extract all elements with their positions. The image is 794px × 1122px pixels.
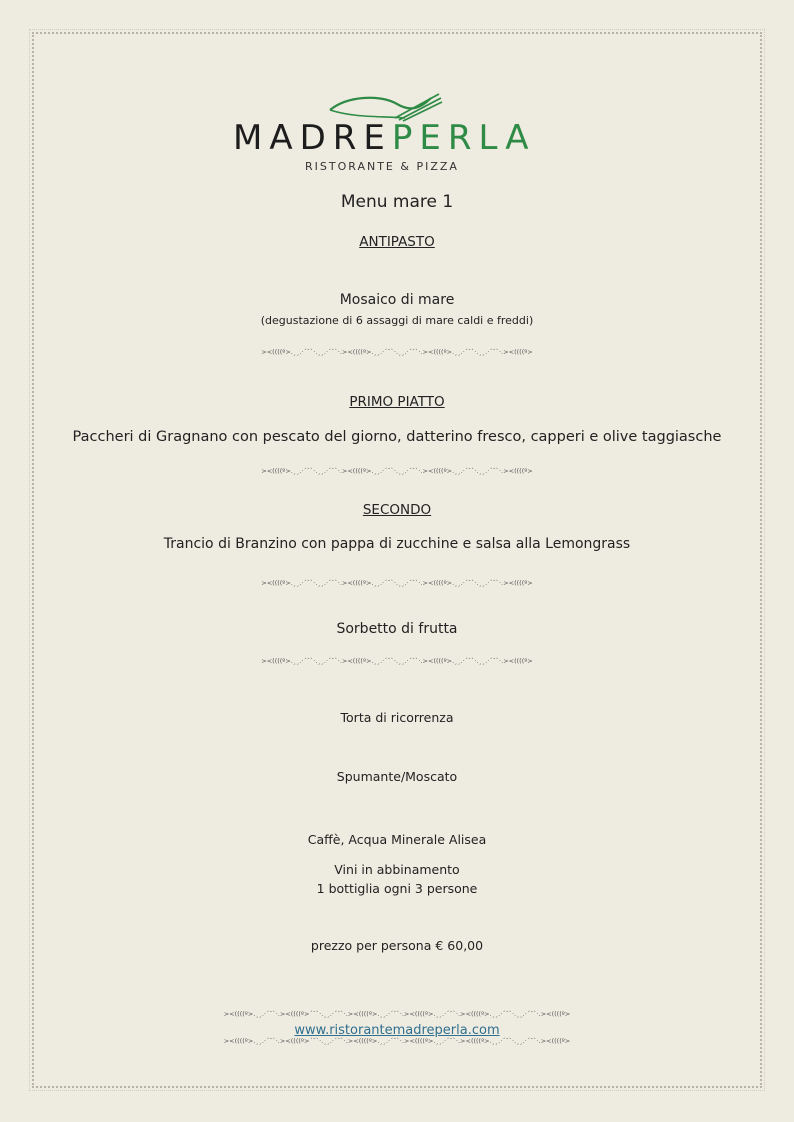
item-spumante: Spumante/Moscato — [336, 769, 458, 784]
footer-link-wrap — [0, 1019, 794, 1038]
footer-separator-bottom: ><((((º>.¸¸.·´¯`·.><((((º>´¯`·.¸¸.·´¯`·.><((((º>.¸¸.·´¯`·.><((((º>.¸¸.·´¯`·.><((((º>.¸¸.·´¯`·.¸¸.·´¯`·.><((((º> — [223, 1037, 571, 1045]
item-torta: Torta di ricorrenza — [340, 710, 454, 725]
item-caffe: Caffè, Acqua Minerale Alisea — [307, 832, 487, 847]
item-vini — [0, 860, 794, 898]
logo — [225, 88, 545, 180]
fish-separator: ><((((º>.¸¸.·´¯`·.¸¸.·´¯`·.><((((º>.¸¸.·´¯`·.¸¸.·´¯`·.><((((º>.¸¸.·´¯`·.¸¸.·´¯`·.><((((º> — [261, 348, 533, 356]
menu-title: Menu mare 1 — [340, 192, 454, 212]
logo-swoosh-icon — [325, 88, 445, 122]
dish-antipasto: Mosaico di mare — [339, 292, 455, 308]
logo-tagline: RISTORANTE & PIZZA — [305, 160, 459, 173]
logo-wordmark — [233, 118, 535, 158]
footer-separator-top: ><((((º>.¸¸.·´¯`·.><((((º>´¯`·.¸¸.·´¯`·.><((((º>.¸¸.·´¯`·.><((((º>.¸¸.·´¯`·.><((((º>.¸¸.·´¯`·.¸¸.·´¯`·.><((((º> — [223, 1010, 571, 1018]
website-link[interactable]: www.ristorantemadreperla.com — [294, 1023, 500, 1038]
dish-primo: Paccheri di Gragnano con pescato del giorno, datterino fresco, capperi e olive taggiasche — [72, 429, 722, 445]
price: prezzo per persona € 60,00 — [310, 938, 484, 953]
page-border — [32, 32, 762, 1088]
section-secondo: SECONDO — [362, 502, 432, 518]
vini-line-1: Vini in abbinamento — [334, 862, 460, 877]
dish-antipasto-note: (degustazione di 6 assaggi di mare caldi e freddi) — [260, 314, 534, 327]
fish-separator: ><((((º>.¸¸.·´¯`·.¸¸.·´¯`·.><((((º>.¸¸.·´¯`·.¸¸.·´¯`·.><((((º>.¸¸.·´¯`·.¸¸.·´¯`·.><((((º> — [261, 467, 533, 475]
fish-separator: ><((((º>.¸¸.·´¯`·.¸¸.·´¯`·.><((((º>.¸¸.·´¯`·.¸¸.·´¯`·.><((((º>.¸¸.·´¯`·.¸¸.·´¯`·.><((((º> — [261, 579, 533, 587]
section-antipasto: ANTIPASTO — [359, 234, 435, 250]
logo-brand-dark: MADRE — [233, 118, 392, 158]
logo-brand-green: PERLA — [391, 118, 536, 158]
fish-separator: ><((((º>.¸¸.·´¯`·.¸¸.·´¯`·.><((((º>.¸¸.·´¯`·.¸¸.·´¯`·.><((((º>.¸¸.·´¯`·.¸¸.·´¯`·.><((((º> — [261, 657, 533, 665]
dish-secondo: Trancio di Branzino con pappa di zucchine e salsa alla Lemongrass — [163, 536, 631, 552]
section-primo: PRIMO PIATTO — [349, 394, 445, 410]
dish-sorbetto: Sorbetto di frutta — [336, 621, 458, 637]
vini-line-2: 1 bottiglia ogni 3 persone — [316, 881, 478, 896]
